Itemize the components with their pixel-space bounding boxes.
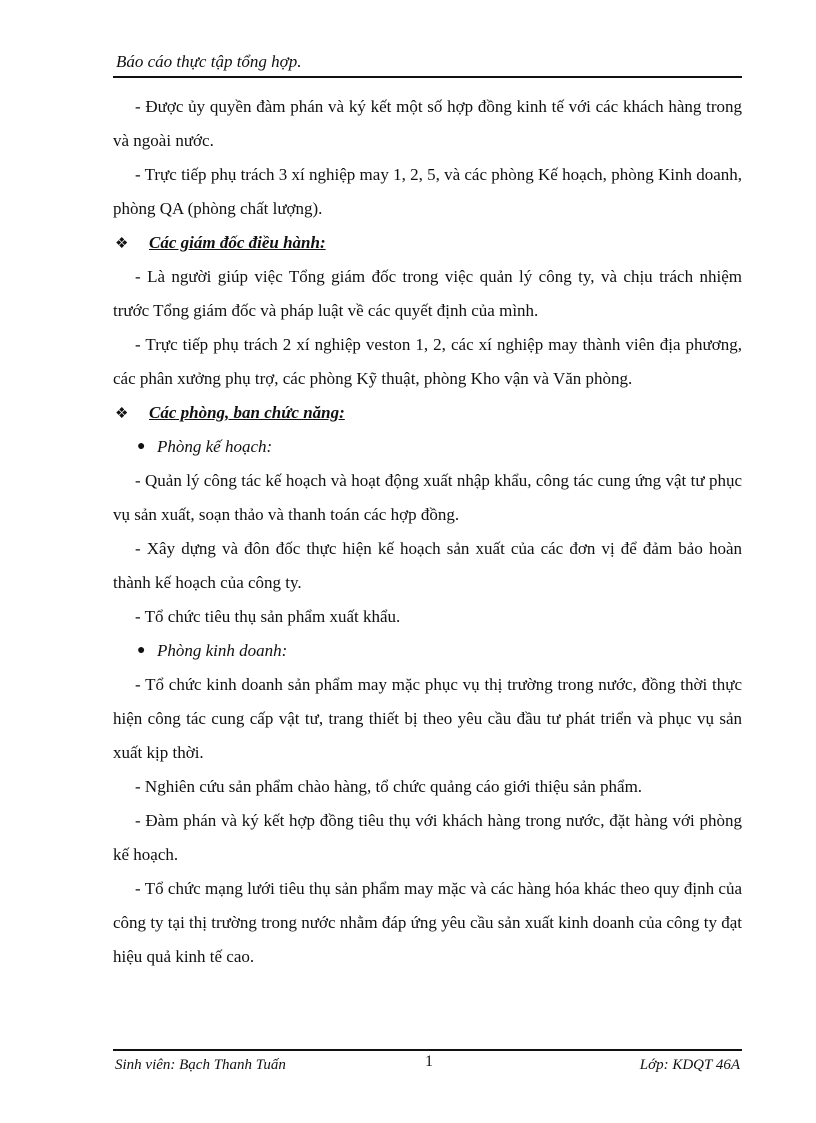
paragraph: - Xây dựng và đôn đốc thực hiện kế hoạch sản xuất của các đơn vị để đảm bảo hoàn thành kế hoạch của công ty. bbox=[113, 539, 742, 592]
bullet-icon: ● bbox=[137, 439, 146, 454]
paragraph: - Quản lý công tác kế hoạch và hoạt động xuất nhập khẩu, công tác cung ứng vật tư phục vụ sản xuất, soạn thảo và thanh toán các hợp đồng. bbox=[113, 471, 742, 524]
bullet-icon: ● bbox=[137, 643, 146, 658]
paragraph: - Là người giúp việc Tổng giám đốc trong việc quản lý công ty, và chịu trách nhiệm trước Tổng giám đốc và pháp luật về các quyết định của mình. bbox=[113, 267, 742, 320]
section-title: Các phòng, ban chức năng: bbox=[149, 403, 345, 422]
paragraph: - Trực tiếp phụ trách 2 xí nghiệp veston 1, 2, các xí nghiệp may thành viên địa phương, các phân xưởng phụ trợ, các phòng Kỹ thuật, phòng Kho vận và Văn phòng. bbox=[113, 335, 742, 388]
footer-class: Lớp: KDQT 46A bbox=[639, 1057, 740, 1073]
header-title: Báo cáo thực tập tổng hợp. bbox=[116, 52, 302, 71]
paragraph: - Tổ chức mạng lưới tiêu thụ sản phẩm may mặc và các hàng hóa khác theo quy định của công ty tại thị trường trong nước nhằm đáp ứng yêu cầu sản xuất kinh doanh của công ty đạt hiệu quả kinh tế cao. bbox=[113, 879, 742, 966]
footer-student: Sinh viên: Bạch Thanh Tuấn bbox=[115, 1057, 286, 1073]
paragraph: - Tổ chức kinh doanh sản phẩm may mặc phục vụ thị trường trong nước, đồng thời thực hiện công tác cung cấp vật tư, trang thiết bị theo yêu cầu đầu tư phát triển và phục vụ sản xuất kịp thời. bbox=[113, 675, 742, 762]
diamond-bullet-icon: ❖ bbox=[115, 235, 129, 252]
subsection-title: Phòng kinh doanh: bbox=[157, 641, 288, 660]
subsection-heading bbox=[113, 430, 742, 464]
subsection-title: Phòng kế hoạch: bbox=[157, 437, 273, 456]
paragraph: - Nghiên cứu sản phẩm chào hàng, tổ chức quảng cáo giới thiệu sản phẩm. bbox=[135, 777, 643, 796]
section-heading bbox=[113, 226, 742, 260]
paragraph: - Đàm phán và ký kết hợp đồng tiêu thụ với khách hàng trong nước, đặt hàng với phòng kế hoạch. bbox=[113, 811, 742, 864]
paragraph: - Tổ chức tiêu thụ sản phẩm xuất khẩu. bbox=[135, 607, 401, 626]
section-title: Các giám đốc điều hành: bbox=[149, 233, 326, 252]
page-header bbox=[113, 50, 742, 78]
paragraph: - Trực tiếp phụ trách 3 xí nghiệp may 1, 2, 5, và các phòng Kế hoạch, phòng Kinh doanh, phòng QA (phòng chất lượng). bbox=[113, 165, 742, 218]
page-number: 1 bbox=[425, 1053, 433, 1070]
diamond-bullet-icon: ❖ bbox=[115, 405, 129, 422]
document-body bbox=[113, 90, 742, 974]
paragraph: - Được ủy quyền đàm phán và ký kết một số hợp đồng kinh tế với các khách hàng trong và ngoài nước. bbox=[113, 97, 742, 150]
section-heading bbox=[113, 396, 742, 430]
page-footer bbox=[113, 1049, 742, 1079]
subsection-heading bbox=[113, 634, 742, 668]
